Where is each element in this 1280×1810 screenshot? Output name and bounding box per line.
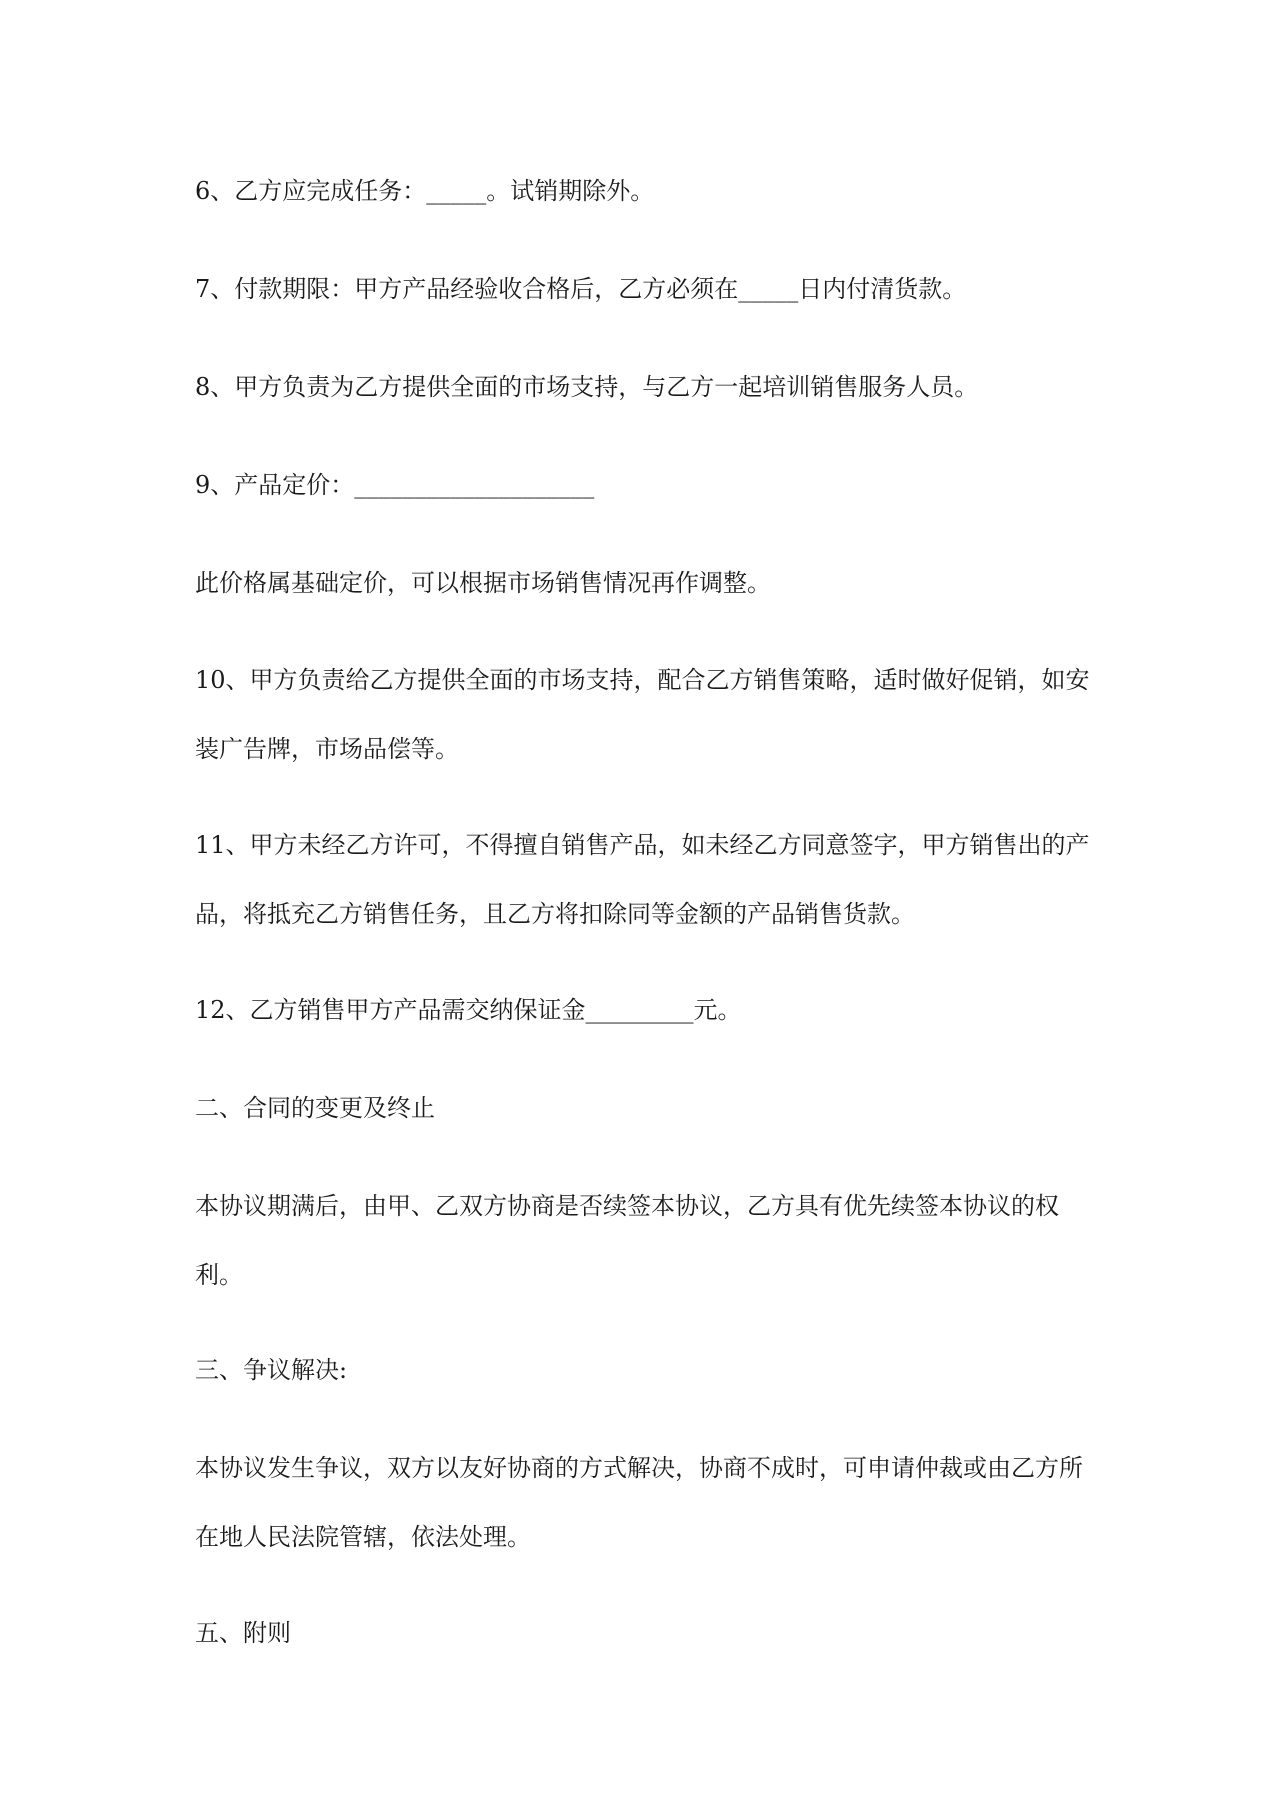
section-3-heading: 三、争议解决: [195, 1356, 348, 1384]
price-note: 此价格属基础定价，可以根据市场销售情况再作调整。 [195, 569, 771, 597]
clause-7: 7、付款期限：甲方产品经验收合格后，乙方必须在_____日内付清货款。 [195, 275, 967, 303]
section-2-heading: 二、合同的变更及终止 [195, 1094, 435, 1122]
clause-11: 11、甲方未经乙方许可，不得擅自销售产品，如未经乙方同意签字，甲方销售出的产品，将抵充乙方销售任务，且乙方将扣除同等金额的产品销售货款。 [195, 831, 1090, 928]
section-2-body: 本协议期满后，由甲、乙双方协商是否续签本协议，乙方具有优先续签本协议的权利。 [195, 1192, 1059, 1289]
clause-9: 9、产品定价：____________________ [195, 471, 595, 499]
clause-12: 12、乙方销售甲方产品需交纳保证金_________元。 [195, 996, 742, 1024]
section-5-heading: 五、附则 [195, 1619, 291, 1647]
clause-6: 6、乙方应完成任务：_____。试销期除外。 [195, 177, 655, 205]
clause-8: 8、甲方负责为乙方提供全面的市场支持，与乙方一起培训销售服务人员。 [195, 373, 979, 401]
clause-10: 10、甲方负责给乙方提供全面的市场支持，配合乙方销售策略，适时做好促销，如安装广告牌，市场品偿等。 [195, 666, 1090, 763]
section-3-body: 本协议发生争议，双方以友好协商的方式解决，协商不成时，可申请仲裁或由乙方所在地人民法院管辖，依法处理。 [195, 1454, 1083, 1551]
